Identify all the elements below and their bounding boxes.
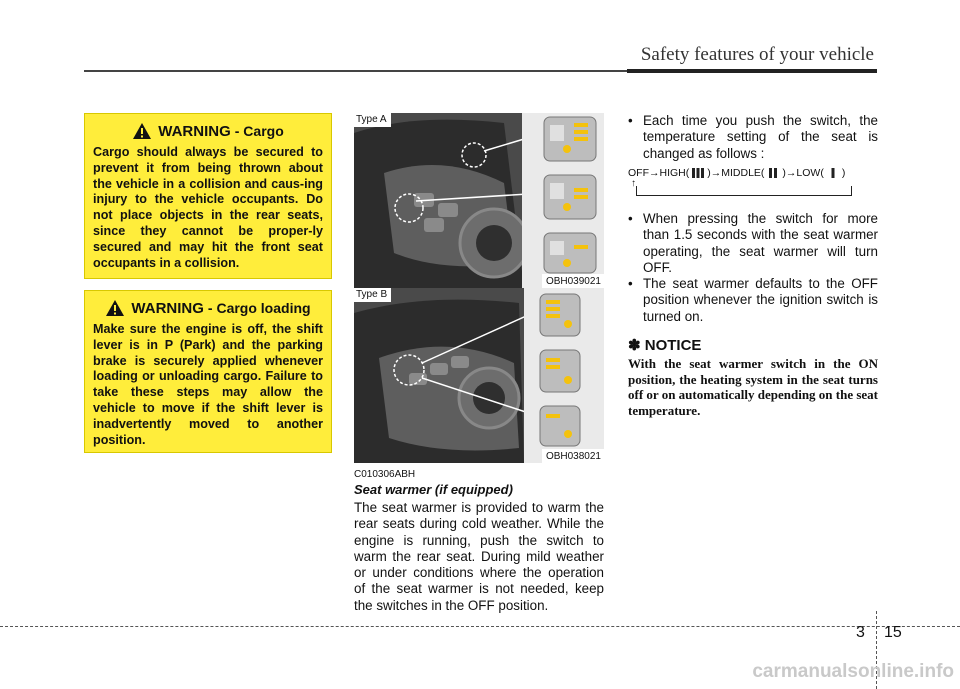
header-title: Safety features of your vehicle <box>640 44 874 65</box>
figure-code: OBH038021 <box>542 449 604 463</box>
figure-code: OBH039021 <box>542 274 604 288</box>
console-photo-a <box>354 113 604 288</box>
seq-loop-arrow: ↑ <box>631 178 636 189</box>
seq-middle: MIDDLE( <box>721 167 765 179</box>
bullet-text: Each time you push the switch, the temperature setting of the seat is changed as follows : <box>643 113 878 161</box>
indicator-3-icon <box>691 167 705 179</box>
section-code: C010306ABH <box>354 469 416 480</box>
bullet-text: When pressing the switch for more than 1.5 seconds with the seat warmer operating, the seat warmer will turn OFF. <box>643 211 878 275</box>
warning-body: Make sure the engine is off, the shift lever is in P (Park) and the parking brake is securely applied whenever loading or unloading cargo. Failure to take these steps may allow the vehicle to move if the shift lever is inadvertently moved to another position. <box>93 322 323 447</box>
seq-close: ) <box>707 167 711 179</box>
warning-triangle-icon <box>105 299 125 317</box>
figure-type-label: Type B <box>354 288 391 302</box>
bullet-dot: • <box>628 276 633 291</box>
bullet-item <box>628 276 878 325</box>
seq-arrow: → <box>710 167 722 179</box>
warning-heading <box>93 120 323 142</box>
seq-high: HIGH( <box>659 167 690 179</box>
seq-low: LOW( <box>796 167 824 179</box>
warning-body: Cargo should always be secured to prevent it from being thrown about the vehicle in a collision and caus-ing injury to the vehicle occupants. Do not place objects in the rear seats, since they cannot be proper-ly secured and may hit the front seat occupants in a collision. <box>93 145 323 270</box>
bullet-item <box>628 113 878 162</box>
seq-off: OFF <box>628 167 649 179</box>
bullet-item <box>628 211 878 276</box>
console-photo-b <box>354 288 604 463</box>
page-number: 15 <box>884 624 902 641</box>
seq-arrow: → <box>785 167 797 179</box>
warning-subject: - Cargo <box>234 123 284 139</box>
warning-heading <box>93 297 323 319</box>
warning-box-cargo <box>84 113 332 279</box>
section-title: Seat warmer (if equipped) <box>354 482 513 497</box>
figure-type-a <box>354 113 604 288</box>
seq-close: ) <box>841 167 846 179</box>
seq-loop-line <box>636 186 852 196</box>
seq-arrow: → <box>649 167 660 179</box>
indicator-2-icon <box>766 167 780 179</box>
footer-rule <box>0 626 960 627</box>
warning-label: WARNING <box>131 299 204 317</box>
warning-box-cargo-loading <box>84 290 332 453</box>
heat-sequence <box>628 167 845 179</box>
bullet-text: The seat warmer defaults to the OFF position whenever the ignition switch is turned on. <box>643 276 878 324</box>
notice-body: With the seat warmer switch in the ON position, the heating system in the seat turns off or on automatically depending on the seat temperature. <box>628 356 879 418</box>
page-chapter: 3 <box>856 624 865 641</box>
figure-type-b <box>354 288 604 463</box>
header-tab-bar <box>627 69 877 73</box>
warning-subject: - Cargo loading <box>207 300 311 316</box>
seq-close: ) <box>782 167 786 179</box>
bullet-dot: • <box>628 113 633 128</box>
figure-type-label: Type A <box>354 113 391 127</box>
warning-label: WARNING <box>158 122 231 140</box>
section-body: The seat warmer is provided to warm the rear seats during cold weather. While the engine is running, push the switch to warm the rear seat. During mild weather or under conditions where the operation of the seat warmer is not needed, keep the switches in the OFF position. <box>354 500 604 613</box>
indicator-1-icon <box>826 167 840 179</box>
bullet-dot: • <box>628 211 633 226</box>
watermark: carmanualsonline.info <box>752 661 954 682</box>
notice-title: ✽ NOTICE <box>628 337 702 354</box>
warning-triangle-icon <box>132 122 152 140</box>
